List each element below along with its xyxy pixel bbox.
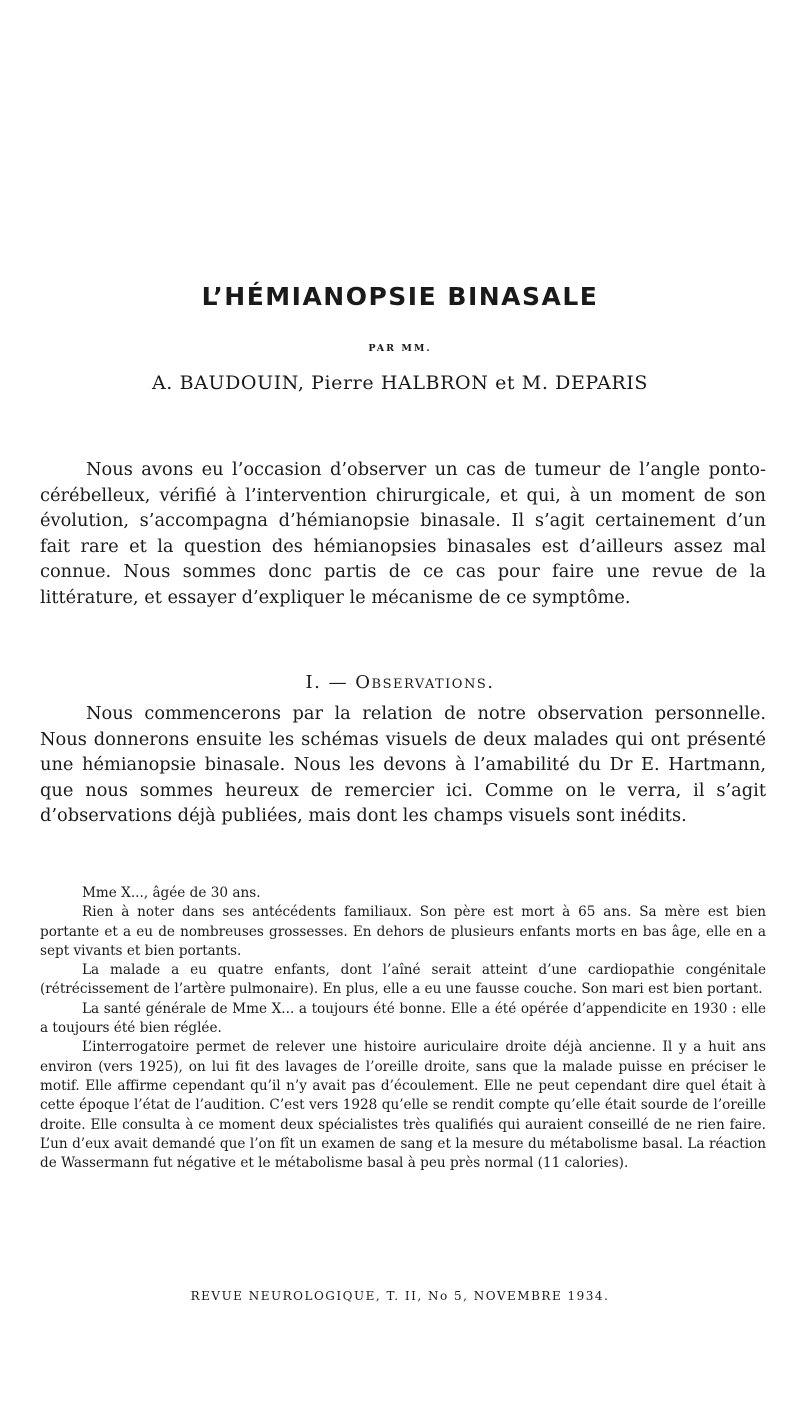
case-note-paragraph: La malade a eu quatre enfants, dont l’aîné serait atteint d’une cardiopathie congénitale (rétrécissement de l’artère pulmonaire). En plus, elle a eu une fausse couche. Son mari est bien portant. (40, 962, 766, 998)
journal-footer: REVUE NEUROLOGIQUE, T. II, No 5, NOVEMBRE 1934. (190, 1289, 610, 1303)
case-note-paragraph: La santé générale de Mme X... a toujours été bonne. Elle a été opérée d’appendicite en 1930 : elle a toujours été bien réglée. (40, 1000, 766, 1037)
case-note-paragraph: L’interrogatoire permet de relever une histoire auriculaire droite déjà ancienne. Il y a huit ans environ (vers 1925), on lui fit des lavages de l’oreille droite, sans que la malade puisse en préciser le motif. Elle affirme cependant qu’il n’y avait pas d’écoulement. Elle ne peut cependant dire quel était à cette époque l’état de l’audition. C’est vers 1928 qu’elle se rendit compte qu’elle était sourde de l’oreille droite. Elle consulta à ce moment deux spécialistes très qualifiés qui auraient conseillé de ne rien faire. L’un d’eux avait demandé que l’on fît un examen de sang et la mesure du métabolisme basal. La réaction de Wassermann fut négative et le métabolisme basal à peu près normal (11 calories). (40, 1039, 766, 1172)
case-notes (40, 884, 766, 1173)
case-note-paragraph: Rien à noter dans ses antécédents familiaux. Son père est mort à 65 ans. Sa mère est bien portante et a eu de nombreuses grossesses. En dehors de plusieurs enfants morts en bas âge, elle en a sept vivants et bien portants. (40, 904, 766, 959)
intro-paragraph: Nous avons eu l’occasion d’observer un cas de tumeur de l’angle ponto-cérébelleux, vérifié à l’intervention chirurgicale, et qui, à un moment de son évolution, s’accompagna d’hémianopsie binasale. Il s’agit certainement d’un fait rare et la question des hémianopsies binasales est d’ailleurs assez mal connue. Nous sommes donc partis de ce cas pour faire une revue de la littérature, et essayer d’expliquer le mécanisme de ce symptôme. (40, 459, 766, 608)
section-heading: I. — Observations. (305, 672, 495, 693)
author-list: A. BAUDOUIN, Pierre HALBRON et M. DEPARIS (151, 372, 649, 394)
byline-prefix: PAR MM. (368, 343, 432, 354)
section-paragraph: Nous commencerons par la relation de notre observation personnelle. Nous donnerons ensuite les schémas visuels de deux malades qui ont présenté une hémianopsie binasale. Nous les devons à l’amabilité du Dr E. Hartmann, que nous sommes heureux de remercier ici. Comme on le verra, il s’agit d’observations déjà publiées, mais dont les champs visuels sont inédits. (40, 703, 766, 827)
article-title: L’HÉMIANOPSIE BINASALE (201, 282, 599, 311)
case-note-paragraph: Mme X..., âgée de 30 ans. (82, 885, 261, 901)
